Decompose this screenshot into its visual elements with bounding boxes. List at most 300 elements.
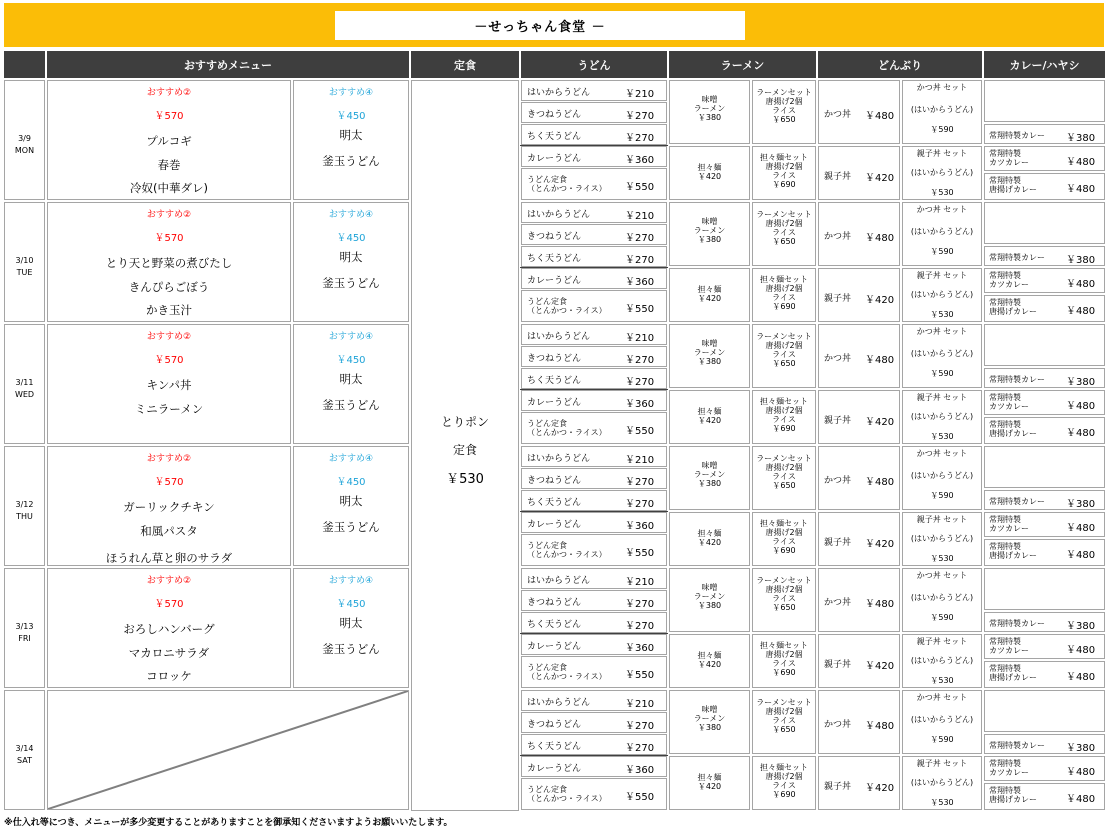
- udon-price: ￥270: [625, 599, 655, 610]
- day-date: 3/13: [15, 622, 34, 631]
- udon-price: ￥270: [625, 621, 655, 632]
- udon-item: [521, 734, 667, 755]
- curry-name: 常翔特製 カツカレー: [989, 271, 1029, 289]
- donburi-oyako-set-name: 親子丼 セット: [916, 637, 968, 646]
- recommend4-label: おすすめ④: [328, 332, 374, 342]
- ramen-text: ラーメンセット 唐揚げ2個 ライス ￥650: [756, 576, 812, 612]
- ramen-text: 担々麺 ￥420: [697, 773, 722, 791]
- donburi-katsu: [818, 446, 900, 510]
- donburi-katsu-price: ￥480: [865, 111, 895, 122]
- ramen-item: [669, 568, 750, 632]
- curry-price: ￥480: [1066, 550, 1096, 561]
- ramen-text: 味噌 ラーメン ￥380: [693, 461, 726, 488]
- udon-price: ￥550: [625, 304, 655, 315]
- donburi-oyako-name: 親子丼: [824, 294, 852, 304]
- day-row: [0, 690, 1109, 810]
- donburi-katsu: [818, 568, 900, 632]
- curry-empty: [984, 324, 1105, 366]
- donburi-oyako-set-name: 親子丼 セット: [916, 271, 968, 280]
- ramen-item: [752, 690, 816, 754]
- udon-item: [521, 534, 667, 566]
- ramen-text: 担々麺セット 唐揚げ2個 ライス ￥690: [760, 641, 808, 677]
- ramen-text: 担々麺 ￥420: [697, 529, 722, 547]
- day-row: [0, 202, 1109, 322]
- donburi-katsu-price: ￥480: [865, 355, 895, 366]
- recommend2-item: 冷奴(中華ダレ): [130, 181, 208, 195]
- udon-name: うどん定食 （とんかつ・ライス）: [527, 175, 607, 193]
- donburi-katsu-name: かつ丼: [824, 110, 852, 120]
- ramen-item: [669, 690, 750, 754]
- curry-name: 常翔特製 唐揚げカレー: [989, 664, 1037, 682]
- donburi-oyako: [818, 268, 900, 322]
- udon-price: ￥210: [625, 577, 655, 588]
- ramen-text: 担々麺 ￥420: [697, 651, 722, 669]
- udon-name: カレーうどん: [527, 520, 582, 530]
- recommend2-price: ￥570: [154, 111, 184, 122]
- recommend4-item: 釜玉うどん: [322, 642, 380, 656]
- udon-price: ￥270: [625, 233, 655, 244]
- udon-item: [521, 590, 667, 611]
- donburi-oyako-set: [902, 268, 982, 322]
- header-donburi: どんぶり: [818, 51, 982, 78]
- udon-item: [521, 146, 667, 167]
- donburi-oyako: [818, 390, 900, 444]
- curry-empty: [984, 202, 1105, 244]
- udon-item: [521, 778, 667, 810]
- recommend4-cell: [293, 80, 409, 200]
- curry-name: 常翔特製カレー: [989, 131, 1045, 140]
- day-date-cell: [4, 446, 45, 566]
- donburi-katsu-set-note: (はいからうどん): [910, 349, 974, 358]
- donburi-oyako-set: [902, 756, 982, 810]
- day-date: 3/9: [18, 134, 31, 143]
- curry-price: ￥380: [1066, 255, 1096, 266]
- donburi-katsu-set-price: ￥590: [930, 369, 954, 378]
- udon-item: [521, 246, 667, 267]
- footer-note: ※仕入れ等につき、メニューが多少変更することがありますことを御承知くださいますようお願いいたします。: [4, 818, 453, 828]
- udon-item: [521, 368, 667, 389]
- donburi-katsu: [818, 324, 900, 388]
- udon-name: うどん定食 （とんかつ・ライス）: [527, 785, 607, 803]
- recommend2-item: キンパ丼: [146, 378, 192, 392]
- day-dow: MON: [14, 146, 35, 155]
- curry-name: 常翔特製 唐揚げカレー: [989, 298, 1037, 316]
- recommend4-cell: [293, 568, 409, 688]
- donburi-oyako-name: 親子丼: [824, 660, 852, 670]
- udon-item: [521, 468, 667, 489]
- teishoku-line2: 定食: [452, 443, 477, 457]
- recommend4-item: 明太: [339, 250, 363, 264]
- recommend4-price: ￥450: [336, 477, 366, 488]
- ramen-item: [669, 446, 750, 510]
- udon-price: ￥270: [625, 355, 655, 366]
- donburi-katsu-set-price: ￥590: [930, 247, 954, 256]
- curry-empty: [984, 690, 1105, 732]
- ramen-item: [752, 634, 816, 688]
- donburi-katsu-set: [902, 690, 982, 754]
- udon-price: ￥550: [625, 182, 655, 193]
- curry-name: 常翔特製 唐揚げカレー: [989, 420, 1037, 438]
- ramen-item: [752, 202, 816, 266]
- udon-price: ￥360: [625, 399, 655, 410]
- curry-empty: [984, 446, 1105, 488]
- udon-price: ￥210: [625, 89, 655, 100]
- udon-price: ￥270: [625, 111, 655, 122]
- recommend2-item: ミニラーメン: [134, 402, 204, 416]
- donburi-oyako-set: [902, 390, 982, 444]
- curry-price: ￥480: [1066, 672, 1096, 683]
- recommend4-label: おすすめ④: [328, 576, 374, 586]
- recommend4-price: ￥450: [336, 233, 366, 244]
- curry-item: [984, 512, 1105, 537]
- donburi-katsu-name: かつ丼: [824, 476, 852, 486]
- udon-name: きつねうどん: [527, 232, 582, 242]
- recommend2-item: プルコギ: [146, 134, 192, 148]
- donburi-oyako-price: ￥420: [865, 295, 895, 306]
- udon-item: [521, 168, 667, 200]
- curry-item: [984, 268, 1105, 293]
- donburi-katsu-name: かつ丼: [824, 720, 852, 730]
- recommend2-item: ガーリックチキン: [123, 500, 215, 514]
- recommend4-label: おすすめ④: [328, 210, 374, 220]
- donburi-katsu-set-name: かつ丼 セット: [916, 83, 968, 92]
- udon-item: [521, 568, 667, 589]
- day-dow: TUE: [16, 268, 33, 277]
- udon-divider: [520, 511, 668, 512]
- udon-name: きつねうどん: [527, 720, 582, 730]
- curry-name: 常翔特製 唐揚げカレー: [989, 176, 1037, 194]
- udon-price: ￥210: [625, 211, 655, 222]
- udon-name: きつねうどん: [527, 598, 582, 608]
- ramen-item: [752, 268, 816, 322]
- curry-price: ￥480: [1066, 428, 1096, 439]
- udon-item: [521, 324, 667, 345]
- curry-item: [984, 417, 1105, 444]
- donburi-oyako: [818, 634, 900, 688]
- udon-item: [521, 102, 667, 123]
- udon-name: はいからうどん: [527, 210, 591, 220]
- ramen-text: 味噌 ラーメン ￥380: [693, 339, 726, 366]
- recommend2-label: おすすめ②: [146, 576, 192, 586]
- donburi-oyako-name: 親子丼: [824, 538, 852, 548]
- donburi-oyako-name: 親子丼: [824, 416, 852, 426]
- udon-item: [521, 656, 667, 688]
- curry-item: [984, 756, 1105, 781]
- header-ramen: ラーメン: [669, 51, 816, 78]
- recommend2-price: ￥570: [154, 599, 184, 610]
- curry-name: 常翔特製 カツカレー: [989, 393, 1029, 411]
- udon-price: ￥360: [625, 277, 655, 288]
- ramen-item: [669, 202, 750, 266]
- day-date: 3/11: [15, 378, 34, 387]
- recommend2-price: ￥570: [154, 477, 184, 488]
- udon-name: ちく天うどん: [527, 742, 582, 752]
- curry-price: ￥380: [1066, 743, 1096, 754]
- donburi-katsu-set-note: (はいからうどん): [910, 715, 974, 724]
- donburi-oyako-price: ￥420: [865, 173, 895, 184]
- curry-price: ￥380: [1066, 133, 1096, 144]
- curry-price: ￥480: [1066, 767, 1096, 778]
- header-curry: カレー/ハヤシ: [984, 51, 1105, 78]
- udon-divider: [520, 389, 668, 390]
- donburi-oyako-name: 親子丼: [824, 172, 852, 182]
- ramen-item: [752, 390, 816, 444]
- day-date: 3/14: [15, 744, 34, 753]
- donburi-katsu-set: [902, 80, 982, 144]
- curry-name: 常翔特製 唐揚げカレー: [989, 786, 1037, 804]
- donburi-oyako-set: [902, 146, 982, 200]
- udon-item: [521, 512, 667, 533]
- donburi-oyako-set-note: (はいからうどん): [910, 534, 974, 543]
- udon-item: [521, 224, 667, 245]
- recommend4-item: 明太: [339, 616, 363, 630]
- curry-empty: [984, 80, 1105, 122]
- diagonal-line: [48, 691, 408, 809]
- day-date: 3/12: [15, 500, 34, 509]
- udon-name: ちく天うどん: [527, 254, 582, 264]
- udon-name: ちく天うどん: [527, 132, 582, 142]
- udon-name: カレーうどん: [527, 642, 582, 652]
- udon-item: [521, 612, 667, 633]
- ramen-text: 担々麺セット 唐揚げ2個 ライス ￥690: [760, 763, 808, 799]
- donburi-katsu: [818, 202, 900, 266]
- udon-price: ￥210: [625, 699, 655, 710]
- curry-name: 常翔特製カレー: [989, 375, 1045, 384]
- ramen-item: [669, 390, 750, 444]
- donburi-katsu-set-note: (はいからうどん): [910, 593, 974, 602]
- ramen-text: 味噌 ラーメン ￥380: [693, 95, 726, 122]
- curry-item: [984, 612, 1105, 632]
- curry-name: 常翔特製 カツカレー: [989, 149, 1029, 167]
- donburi-oyako-set-name: 親子丼 セット: [916, 759, 968, 768]
- donburi-oyako: [818, 146, 900, 200]
- diagonal-stroke: [48, 691, 408, 809]
- recommend2-label: おすすめ②: [146, 88, 192, 98]
- udon-item: [521, 634, 667, 655]
- udon-price: ￥270: [625, 743, 655, 754]
- udon-name: はいからうどん: [527, 576, 591, 586]
- page-title: －せっちゃん食堂 －: [335, 11, 745, 40]
- donburi-katsu-set: [902, 202, 982, 266]
- udon-name: きつねうどん: [527, 110, 582, 120]
- donburi-oyako-set-name: 親子丼 セット: [916, 393, 968, 402]
- donburi-oyako-price: ￥420: [865, 783, 895, 794]
- donburi-katsu-name: かつ丼: [824, 354, 852, 364]
- header-osusume: おすすめメニュー: [47, 51, 409, 78]
- ramen-item: [752, 80, 816, 144]
- udon-name: カレーうどん: [527, 276, 582, 286]
- recommend2-cell: [47, 568, 291, 688]
- curry-name: 常翔特製 唐揚げカレー: [989, 542, 1037, 560]
- teishoku-price: ￥530: [446, 472, 484, 487]
- recommend2-item: ほうれん草と卵のサラダ: [105, 551, 233, 565]
- curry-item: [984, 124, 1105, 144]
- udon-price: ￥270: [625, 255, 655, 266]
- udon-price: ￥270: [625, 721, 655, 732]
- day-dow: SAT: [17, 756, 32, 765]
- donburi-oyako: [818, 512, 900, 566]
- udon-name: はいからうどん: [527, 88, 591, 98]
- header-date: [4, 51, 45, 78]
- recommend2-price: ￥570: [154, 233, 184, 244]
- donburi-katsu: [818, 690, 900, 754]
- donburi-oyako-set-price: ￥530: [930, 432, 954, 441]
- udon-item: [521, 690, 667, 711]
- udon-price: ￥270: [625, 377, 655, 388]
- udon-name: カレーうどん: [527, 398, 582, 408]
- udon-name: カレーうどん: [527, 154, 582, 164]
- recommend4-price: ￥450: [336, 111, 366, 122]
- donburi-katsu-price: ￥480: [865, 233, 895, 244]
- ramen-text: ラーメンセット 唐揚げ2個 ライス ￥650: [756, 698, 812, 734]
- udon-item: [521, 268, 667, 289]
- ramen-item: [752, 756, 816, 810]
- donburi-oyako-price: ￥420: [865, 539, 895, 550]
- curry-price: ￥480: [1066, 523, 1096, 534]
- donburi-oyako-set: [902, 634, 982, 688]
- donburi-katsu-set-note: (はいからうどん): [910, 471, 974, 480]
- curry-price: ￥480: [1066, 645, 1096, 656]
- udon-name: カレーうどん: [527, 764, 582, 774]
- donburi-katsu-set-note: (はいからうどん): [910, 227, 974, 236]
- day-dow: FRI: [18, 634, 31, 643]
- udon-name: ちく天うどん: [527, 376, 582, 386]
- ramen-text: ラーメンセット 唐揚げ2個 ライス ￥650: [756, 332, 812, 368]
- recommend2-label: おすすめ②: [146, 454, 192, 464]
- donburi-oyako-set-price: ￥530: [930, 310, 954, 319]
- donburi-katsu-set-note: (はいからうどん): [910, 105, 974, 114]
- udon-name: ちく天うどん: [527, 498, 582, 508]
- udon-name: はいからうどん: [527, 454, 591, 464]
- ramen-text: ラーメンセット 唐揚げ2個 ライス ￥650: [756, 454, 812, 490]
- curry-name: 常翔特製 カツカレー: [989, 759, 1029, 777]
- donburi-katsu-set-name: かつ丼 セット: [916, 327, 968, 336]
- ramen-text: 担々麺セット 唐揚げ2個 ライス ￥690: [760, 275, 808, 311]
- curry-item: [984, 295, 1105, 322]
- ramen-item: [669, 634, 750, 688]
- ramen-text: 味噌 ラーメン ￥380: [693, 705, 726, 732]
- recommend2-item: マカロニサラダ: [128, 646, 210, 660]
- donburi-katsu-set: [902, 324, 982, 388]
- recommend2-label: おすすめ②: [146, 210, 192, 220]
- ramen-item: [669, 268, 750, 322]
- teishoku-line1: とりポン: [440, 415, 489, 429]
- donburi-oyako-set-note: (はいからうどん): [910, 778, 974, 787]
- ramen-item: [752, 568, 816, 632]
- udon-item: [521, 756, 667, 777]
- donburi-oyako-price: ￥420: [865, 417, 895, 428]
- recommend2-price: ￥570: [154, 355, 184, 366]
- day-date-cell: [4, 202, 45, 322]
- donburi-oyako-name: 親子丼: [824, 782, 852, 792]
- day-date-cell: [4, 568, 45, 688]
- day-date-cell: [4, 690, 45, 810]
- udon-item: [521, 412, 667, 444]
- donburi-katsu-set-price: ￥590: [930, 125, 954, 134]
- udon-item: [521, 346, 667, 367]
- donburi-katsu-set-price: ￥590: [930, 613, 954, 622]
- udon-name: きつねうどん: [527, 476, 582, 486]
- udon-price: ￥550: [625, 548, 655, 559]
- curry-item: [984, 246, 1105, 266]
- day-dow: THU: [16, 512, 33, 521]
- recommend2-cell: [47, 80, 291, 200]
- curry-price: ￥380: [1066, 621, 1096, 632]
- curry-empty: [984, 568, 1105, 610]
- udon-price: ￥270: [625, 499, 655, 510]
- udon-item: [521, 390, 667, 411]
- recommend4-item: 釜玉うどん: [322, 276, 380, 290]
- ramen-item: [752, 146, 816, 200]
- udon-name: ちく天うどん: [527, 620, 582, 630]
- curry-item: [984, 146, 1105, 171]
- donburi-katsu-name: かつ丼: [824, 232, 852, 242]
- udon-name: きつねうどん: [527, 354, 582, 364]
- donburi-oyako-set-price: ￥530: [930, 798, 954, 807]
- curry-item: [984, 634, 1105, 659]
- curry-name: 常翔特製 カツカレー: [989, 515, 1029, 533]
- udon-name: うどん定食 （とんかつ・ライス）: [527, 663, 607, 681]
- udon-divider: [520, 267, 668, 268]
- ramen-item: [752, 512, 816, 566]
- ramen-text: 味噌 ラーメン ￥380: [693, 217, 726, 244]
- ramen-text: 担々麺セット 唐揚げ2個 ライス ￥690: [760, 397, 808, 433]
- udon-price: ￥360: [625, 765, 655, 776]
- recommend4-item: 釜玉うどん: [322, 398, 380, 412]
- day-date-cell: [4, 324, 45, 444]
- curry-item: [984, 368, 1105, 388]
- donburi-oyako-set: [902, 512, 982, 566]
- ramen-text: ラーメンセット 唐揚げ2個 ライス ￥650: [756, 88, 812, 124]
- donburi-oyako-set-note: (はいからうどん): [910, 290, 974, 299]
- ramen-text: 担々麺 ￥420: [697, 163, 722, 181]
- recommend2-item: コロッケ: [146, 669, 192, 683]
- donburi-oyako-set-price: ￥530: [930, 188, 954, 197]
- recommend4-cell: [293, 202, 409, 322]
- recommend2-item: とり天と野菜の煮びたし: [105, 256, 233, 270]
- donburi-katsu-price: ￥480: [865, 477, 895, 488]
- recommend2-label: おすすめ②: [146, 332, 192, 342]
- donburi-katsu-set-name: かつ丼 セット: [916, 205, 968, 214]
- udon-item: [521, 490, 667, 511]
- udon-price: ￥550: [625, 426, 655, 437]
- donburi-oyako-set-price: ￥530: [930, 676, 954, 685]
- curry-item: [984, 734, 1105, 754]
- donburi-oyako: [818, 756, 900, 810]
- udon-name: はいからうどん: [527, 698, 591, 708]
- udon-price: ￥360: [625, 155, 655, 166]
- donburi-katsu-price: ￥480: [865, 599, 895, 610]
- udon-price: ￥210: [625, 333, 655, 344]
- curry-price: ￥480: [1066, 794, 1096, 805]
- day-date: 3/10: [15, 256, 34, 265]
- udon-price: ￥550: [625, 670, 655, 681]
- teishoku-cell: [411, 80, 519, 811]
- udon-divider: [520, 145, 668, 146]
- donburi-katsu-set-price: ￥590: [930, 735, 954, 744]
- ramen-item: [752, 324, 816, 388]
- udon-item: [521, 80, 667, 101]
- recommend4-cell: [293, 446, 409, 566]
- recommend2-item: かき玉汁: [146, 303, 192, 317]
- donburi-oyako-set-note: (はいからうどん): [910, 412, 974, 421]
- ramen-text: ラーメンセット 唐揚げ2個 ライス ￥650: [756, 210, 812, 246]
- recommend2-item: 春巻: [157, 158, 181, 172]
- header-udon: うどん: [521, 51, 667, 78]
- udon-name: うどん定食 （とんかつ・ライス）: [527, 297, 607, 315]
- curry-item: [984, 390, 1105, 415]
- udon-divider: [520, 755, 668, 756]
